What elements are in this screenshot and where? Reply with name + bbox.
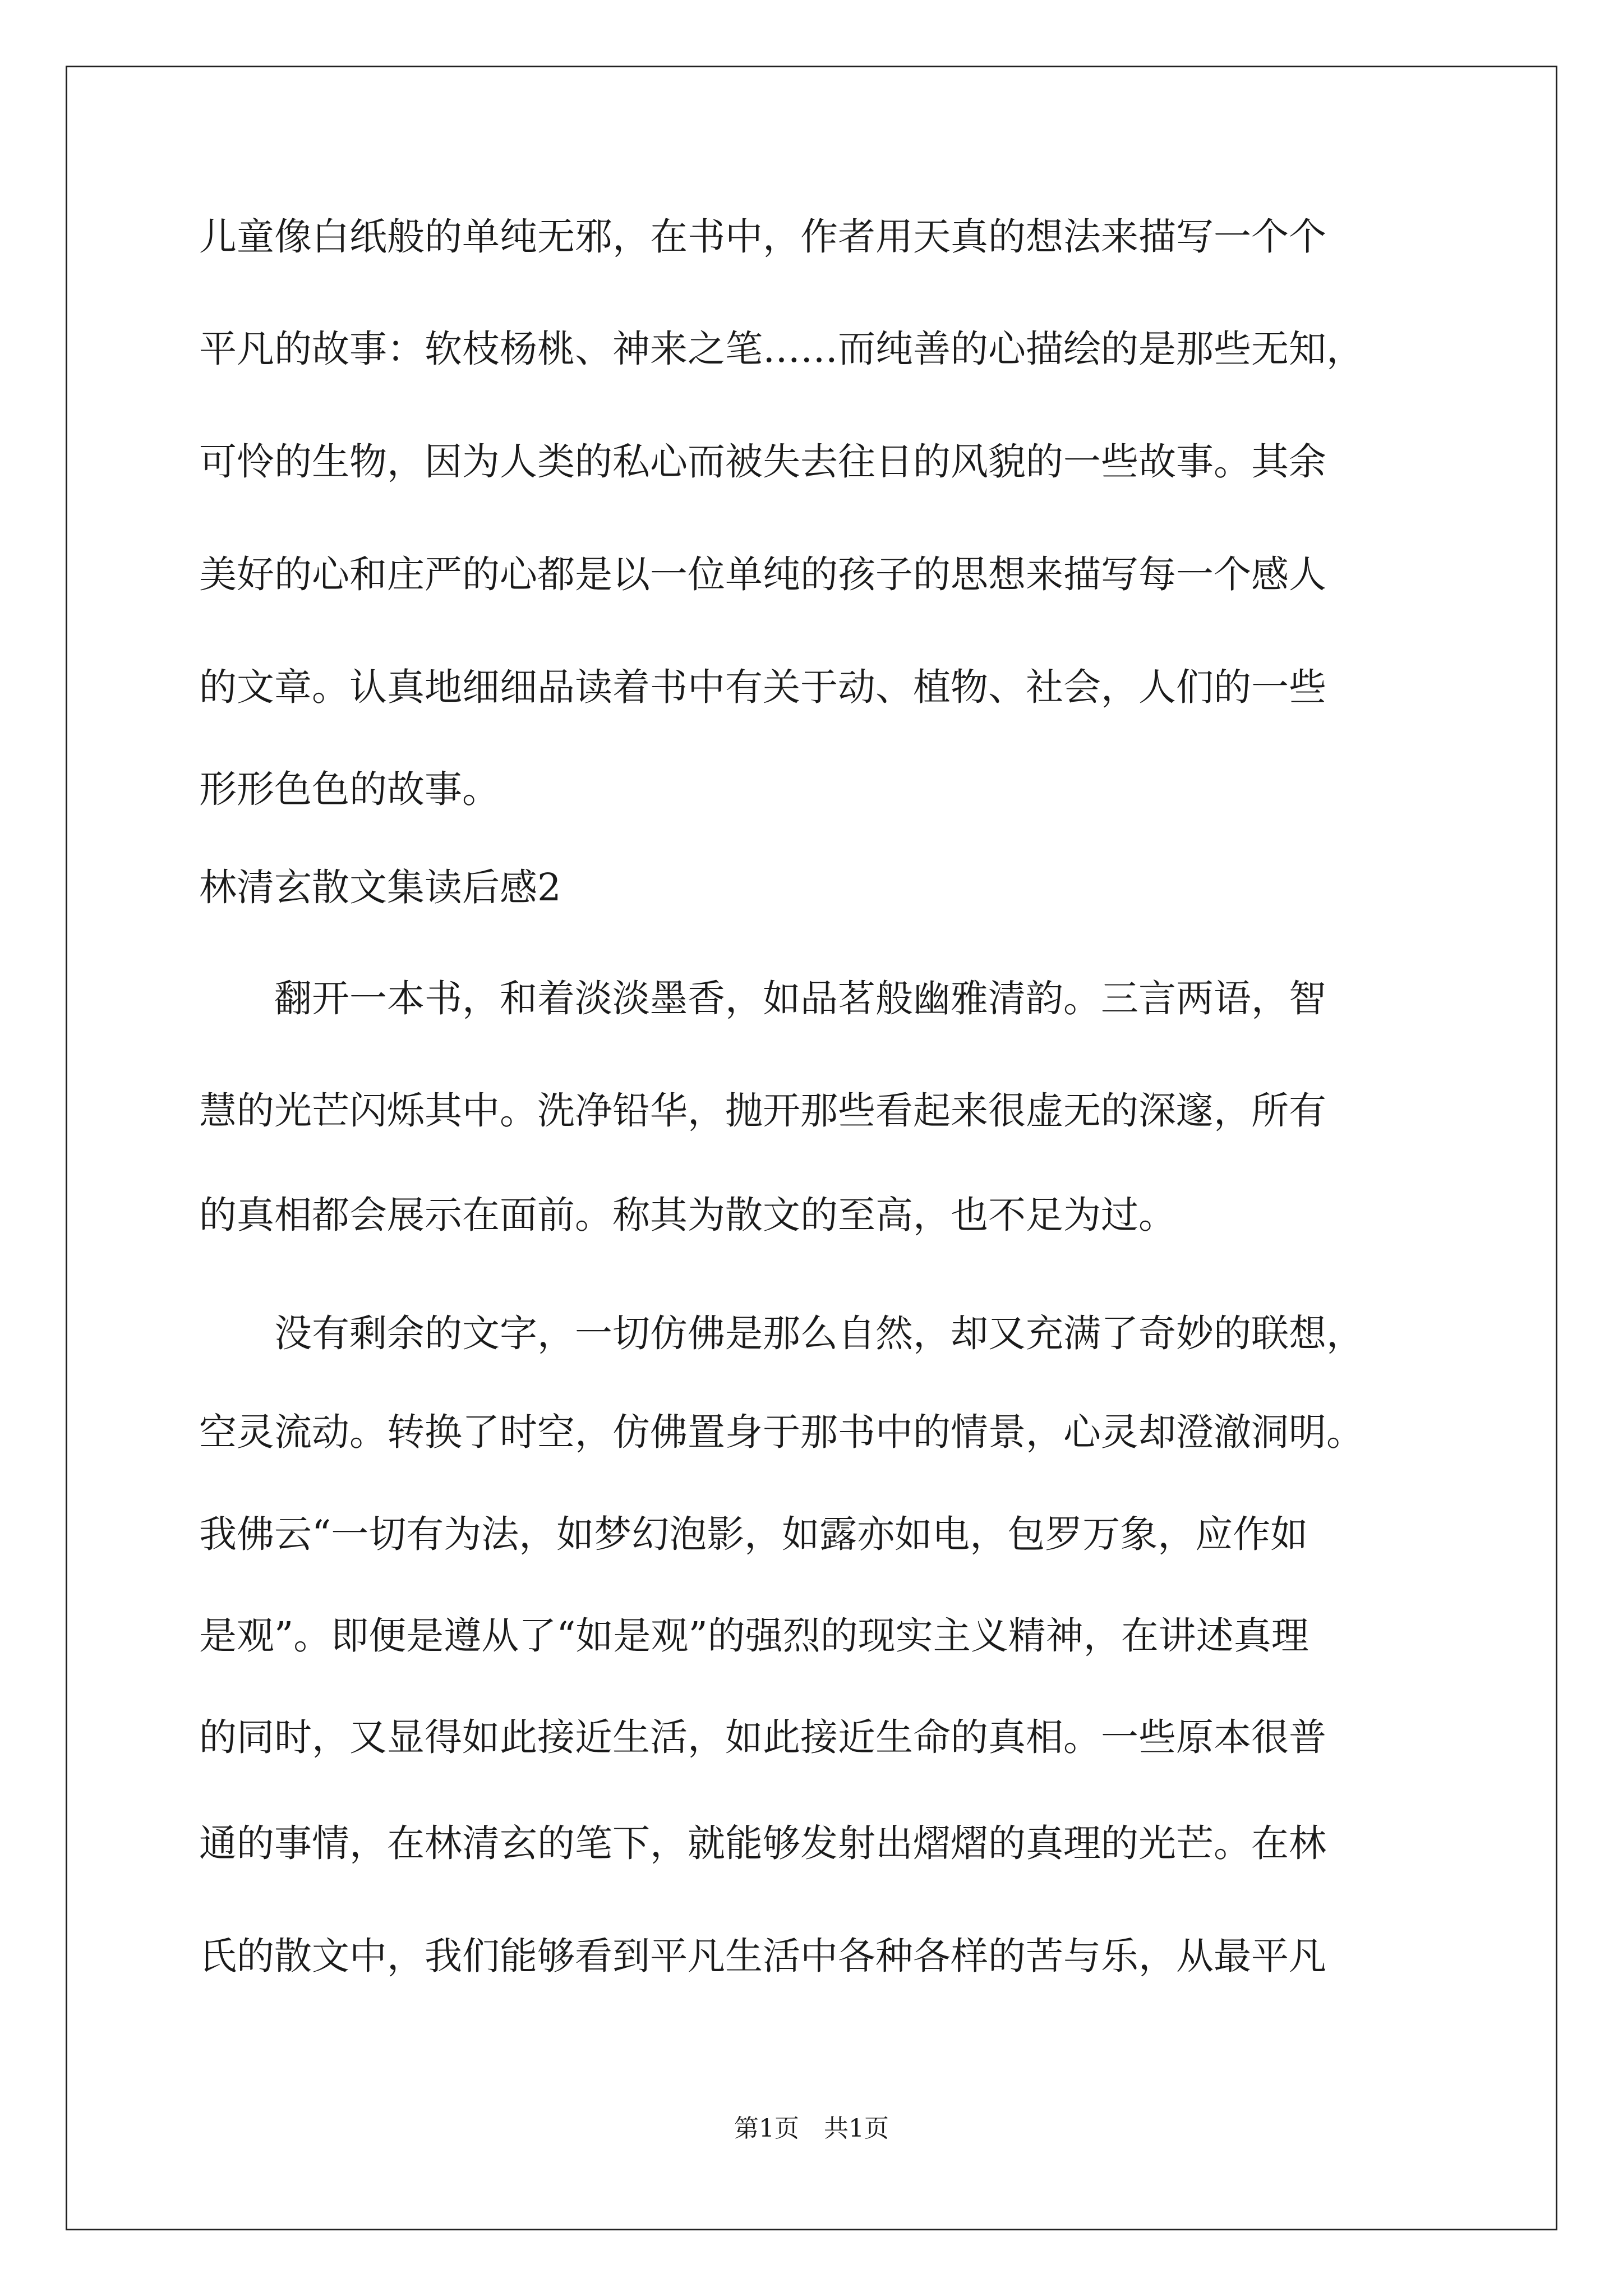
text-line: 翻开一本书，和着淡淡墨香，如品茗般幽雅清韵。三言两语，智 bbox=[199, 977, 1326, 1020]
page-number-footer: 第1页 共1页 bbox=[734, 2114, 889, 2143]
text-line: 氏的散文中，我们能够看到平凡生活中各种各样的苦与乐，从最平凡 bbox=[199, 1934, 1326, 1978]
text-line: 可怜的生物，因为人类的私心而被失去往日的风貌的一些故事。其余 bbox=[199, 440, 1326, 484]
text-line: 慧的光芒闪烁其中。洗净铅华，抛开那些看起来很虚无的深邃，所有 bbox=[199, 1089, 1326, 1133]
text-line: 的同时，又显得如此接近生活，如此接近生命的真相。一些原本很普 bbox=[199, 1715, 1326, 1759]
text-line: 我佛云“一切有为法，如梦幻泡影，如露亦如电，包罗万象，应作如 bbox=[199, 1512, 1308, 1556]
text-line: 平凡的故事：软枝杨桃、神来之笔……而纯善的心描绘的是那些无知， bbox=[199, 327, 1364, 371]
section-heading: 林清玄散文集读后感2 bbox=[199, 866, 561, 909]
text-line: 的文章。认真地细细品读着书中有关于动、植物、社会，人们的一些 bbox=[199, 665, 1326, 709]
page-border bbox=[66, 66, 1557, 2230]
text-line: 形形色色的故事。 bbox=[199, 767, 500, 811]
text-line: 美好的心和庄严的心都是以一位单纯的孩子的思想来描写每一个感人 bbox=[199, 553, 1326, 596]
text-line: 儿童像白纸般的单纯无邪，在书中，作者用天真的想法来描写一个个 bbox=[199, 215, 1326, 259]
text-line: 是观”。即便是遵从了“如是观”的强烈的现实主义精神，在讲述真理 bbox=[199, 1614, 1309, 1658]
text-line: 没有剩余的文字，一切仿佛是那么自然，却又充满了奇妙的联想， bbox=[199, 1312, 1364, 1355]
text-line: 通的事情，在林清玄的笔下，就能够发射出熠熠的真理的光芒。在林 bbox=[199, 1821, 1326, 1865]
text-line: 的真相都会展示在面前。称其为散文的至高，也不足为过。 bbox=[199, 1193, 1176, 1237]
text-line: 空灵流动。转换了时空，仿佛置身于那书中的情景，心灵却澄澈洞明。 bbox=[199, 1410, 1364, 1454]
